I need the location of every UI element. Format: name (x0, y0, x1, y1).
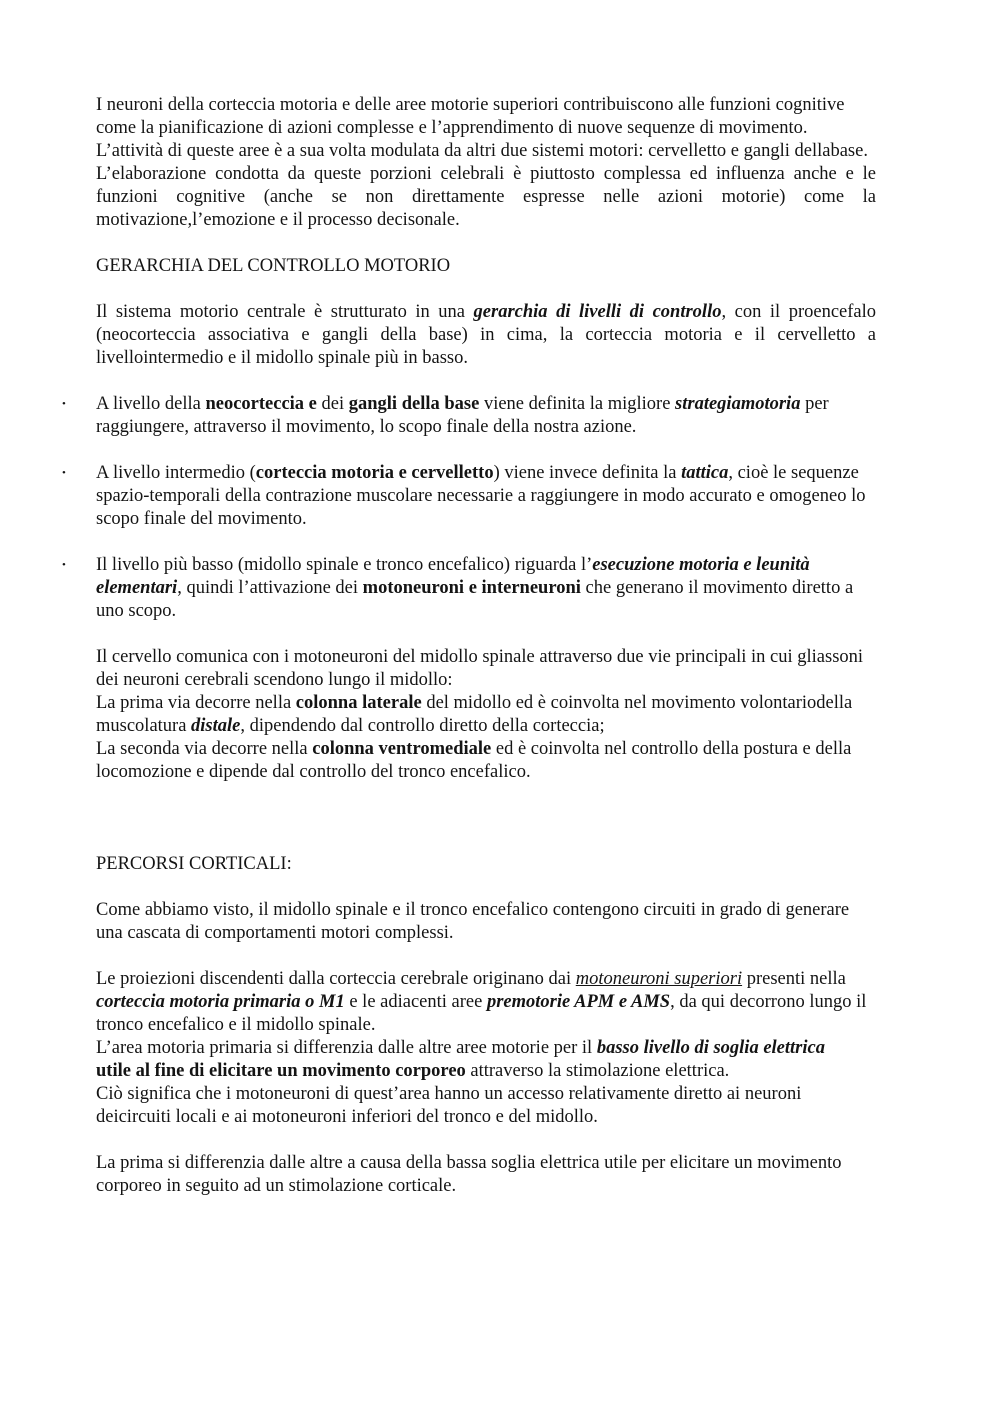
text-run: che generano il movimento diretto a uno scopo. (96, 578, 854, 621)
text-run: attraverso la stimolazione elettrica. (465, 1061, 730, 1081)
bullet-item-esecuzione (62, 554, 876, 623)
section-heading-gerarchia: GERARCHIA DEL CONTROLLO MOTORIO (96, 256, 451, 276)
document-page (62, 94, 876, 1198)
emphasis-text: esecuzione motoria e leunità elementari (96, 555, 810, 598)
text-run: ) viene invece definita la (493, 463, 682, 483)
emphasis-text: tattica (681, 463, 729, 483)
text-run: dei (316, 394, 349, 414)
bold-text: neocorteccia e (205, 394, 317, 414)
text-run: Il livello più basso (midollo spinale e tronco encefalico) riguarda l’ (96, 555, 593, 575)
text-run: viene definita la migliore (479, 394, 676, 414)
intro-paragraph-3: L’elaborazione condotta da queste porzioni celebrali è piuttosto complessa ed influenza anche e le funzioni cognitive (anche se non direttamente espresse nelle azioni motorie) come la motivazione,l’emozione e il processo decisonale. (96, 164, 876, 230)
bullet-marker: • (62, 398, 66, 410)
bullet-text (96, 554, 876, 623)
intro-paragraph-1: I neuroni della corteccia motoria e delle aree motorie superiori contribuiscono alle funzioni cognitive come la pianificazione di azioni complesse e l’apprendimento di nuove sequenze di movimento. (96, 95, 845, 138)
text-run: ed è coinvolta nel controllo della postura e della locomozione e dipende dal controllo del tronco encefalico. (96, 739, 852, 782)
percorsi-paragraph-2 (96, 968, 876, 1037)
percorsi-paragraph-5: La prima si differenzia dalle altre a causa della bassa soglia elettrica utile per elicitare un movimento corporeo in seguito ad un stimolazione corticale. (96, 1153, 842, 1196)
vie-second-pathway (96, 738, 876, 784)
emphasis-text: basso livello di soglia elettrica (596, 1038, 825, 1058)
text-run: La prima via decorre nella (96, 693, 296, 713)
emphasis-text: strategiamotoria (675, 394, 801, 414)
vie-intro-paragraph: Il cervello comunica con i motoneuroni del midollo spinale attraverso due vie principali in cui gliassoni dei neuroni cerebrali scendono lungo il midollo: (96, 647, 864, 690)
intro-paragraph-2: L’attività di queste aree è a sua volta modulata da altri due sistemi motori: cervelletto e gangli dellabase. (96, 141, 868, 161)
underlined-text: motoneuroni superiori (575, 969, 743, 989)
bullet-text (96, 462, 876, 531)
percorsi-paragraph-1: Come abbiamo visto, il midollo spinale e il tronco encefalico contengono circuiti in grado di generare una cascata di comportamenti motori complessi. (96, 900, 850, 943)
text-run: , cioè le sequenze spazio-temporali della contrazione muscolare necessarie a raggiungere in modo accurato e omogeneo lo scopo finale del movimento. (96, 463, 866, 529)
percorsi-paragraph-3 (96, 1037, 876, 1083)
text-run: La seconda via decorre nella (96, 739, 313, 759)
bold-text: gangli della base (348, 394, 480, 414)
text-run: Le proiezioni discendenti dalla corteccia cerebrale originano dai (96, 969, 576, 989)
bold-text: colonna laterale (295, 693, 422, 713)
text-run: , con il proencefalo (neocorteccia associativa e gangli della base) in cima, la corteccia motoria e il cervelletto a livellointermedio e il midollo spinale più in basso. (96, 302, 876, 368)
hierarchy-paragraph (96, 301, 876, 370)
emphasis-text: gerarchia di livelli di controllo (473, 302, 722, 322)
bold-text: utile al fine di elicitare un movimento corporeo (96, 1061, 466, 1081)
text-run: e le adiacenti aree (344, 992, 487, 1012)
emphasis-text: corteccia motoria primaria o M1 (96, 992, 345, 1012)
text-run: presenti nella (742, 969, 846, 989)
text-run: L’area motoria primaria si differenzia dalle altre aree motorie per il (96, 1038, 597, 1058)
bullet-marker: • (62, 467, 66, 479)
bold-text: corteccia motoria e cervelletto (255, 463, 494, 483)
text-run: A livello intermedio ( (96, 463, 256, 483)
bullet-marker: • (62, 559, 66, 571)
text-run: A livello della (96, 394, 206, 414)
text-run: , dipendendo dal controllo diretto della corteccia; (240, 716, 605, 736)
bullet-text (96, 393, 876, 439)
bold-text: colonna ventromediale (312, 739, 492, 759)
section-heading-percorsi: PERCORSI CORTICALI: (96, 854, 292, 874)
bullet-item-tattica (62, 462, 876, 531)
text-run: , quindi l’attivazione dei (177, 578, 363, 598)
text-run: , da qui decorrono lungo il tronco encefalico e il midollo spinale. (96, 992, 867, 1035)
text-run: per raggiungere, attraverso il movimento, lo scopo finale della nostra azione. (96, 394, 829, 437)
percorsi-paragraph-4: Ciò significa che i motoneuroni di quest’area hanno un accesso relativamente diretto ai neuroni deicircuiti locali e ai motoneuroni inferiori del tronco e del midollo. (96, 1084, 802, 1127)
bold-text: motoneuroni e interneuroni (362, 578, 581, 598)
bullet-item-strategia (62, 393, 876, 439)
vie-first-pathway (96, 692, 876, 738)
emphasis-text: premotorie APM e AMS (486, 992, 671, 1012)
text-run: Il sistema motorio centrale è strutturato in una (96, 302, 474, 322)
emphasis-text: distale (191, 716, 241, 736)
text-run: del midollo ed è coinvolta nel movimento volontariodella muscolatura (96, 693, 853, 736)
